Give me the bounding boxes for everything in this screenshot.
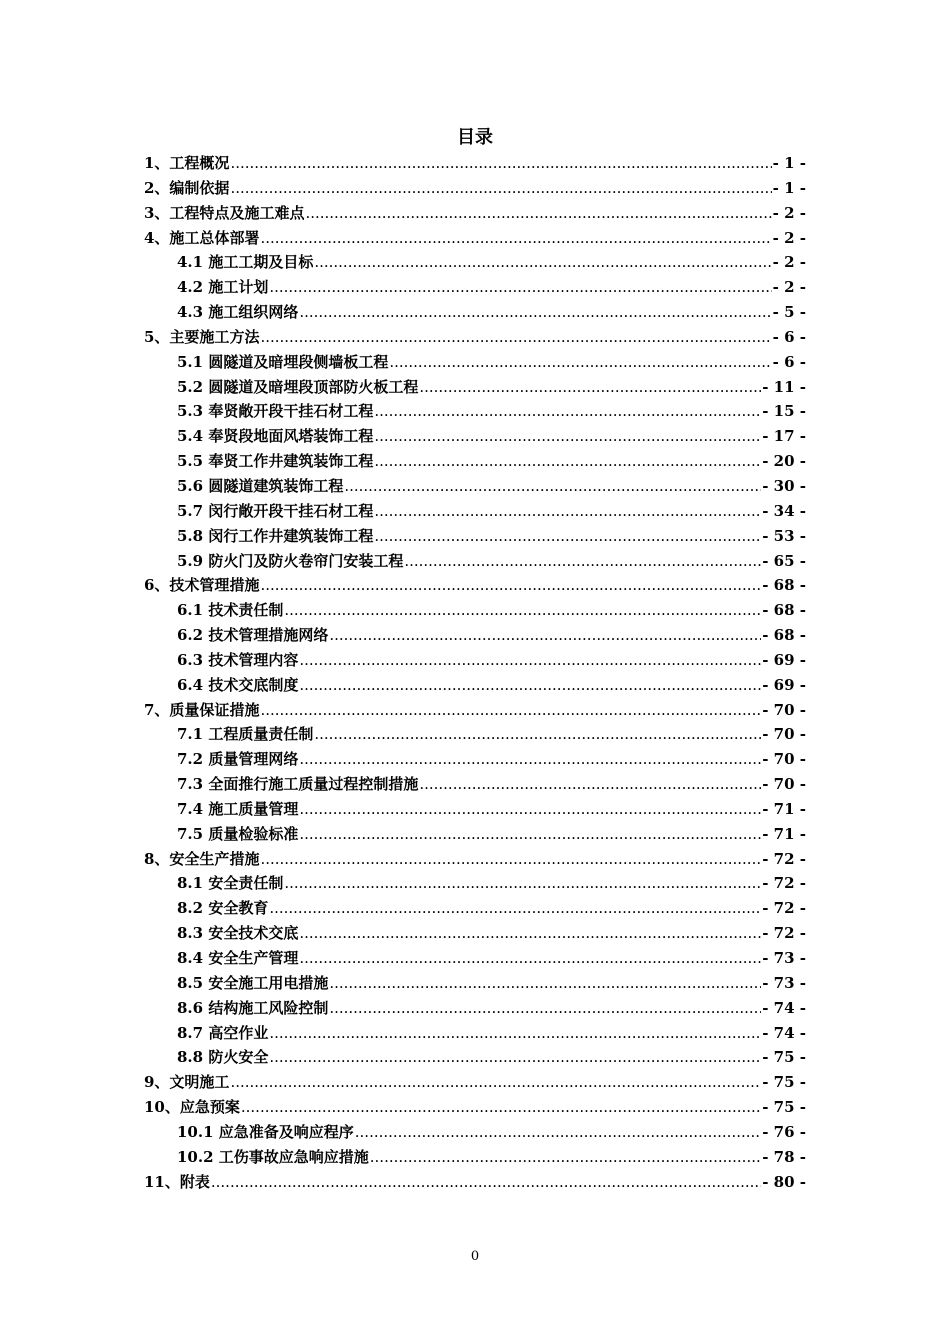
toc-entry-label: 6.4 技术交底制度 bbox=[177, 675, 299, 694]
toc-entry-page: - 17 - bbox=[762, 427, 806, 446]
toc-entry-page: - 2 - bbox=[772, 203, 806, 222]
toc-entry-page: - 1 - bbox=[772, 154, 806, 172]
toc-entry-page: - 76 - bbox=[762, 1122, 806, 1141]
toc-dot-leader bbox=[269, 275, 771, 300]
toc-entry-label: 5.5 奉贤工作井建筑装饰工程 bbox=[177, 452, 374, 471]
toc-entry-label: 6.3 技术管理内容 bbox=[177, 650, 299, 669]
toc-entry-label: 4.2 施工计划 bbox=[177, 278, 269, 297]
toc-entry-page: - 70 - bbox=[762, 775, 806, 794]
toc-entry[interactable] bbox=[144, 226, 806, 251]
toc-entry-page: - 2 - bbox=[772, 278, 806, 297]
toc-dot-leader bbox=[404, 549, 761, 574]
toc-entry[interactable] bbox=[144, 1021, 806, 1046]
toc-entry-page: - 15 - bbox=[762, 402, 806, 421]
toc-entry[interactable] bbox=[144, 424, 806, 449]
toc-entry-page: - 65 - bbox=[762, 551, 806, 570]
toc-entry-page: - 70 - bbox=[762, 725, 806, 744]
toc-entry-label: 4.1 施工工期及目标 bbox=[177, 253, 314, 272]
toc-dot-leader bbox=[230, 1070, 761, 1095]
toc-entry-page: - 75 - bbox=[762, 1073, 806, 1092]
toc-entry[interactable] bbox=[144, 772, 806, 797]
toc-dot-leader bbox=[299, 648, 761, 673]
toc-entry[interactable] bbox=[144, 499, 806, 524]
toc-entry-label: 5.2 圆隧道及暗埋段顶部防火板工程 bbox=[177, 377, 419, 396]
toc-entry-label: 11、附表 bbox=[144, 1172, 210, 1191]
toc-entry[interactable] bbox=[144, 250, 806, 275]
toc-dot-leader bbox=[260, 573, 761, 598]
toc-entry-page: - 6 - bbox=[772, 352, 806, 371]
toc-entry[interactable] bbox=[144, 399, 806, 424]
toc-dot-leader bbox=[389, 350, 771, 375]
toc-entry[interactable] bbox=[144, 946, 806, 971]
toc-dot-leader bbox=[374, 399, 761, 424]
toc-entry[interactable] bbox=[144, 896, 806, 921]
toc-entry[interactable] bbox=[144, 1095, 806, 1120]
toc-dot-leader bbox=[241, 1095, 761, 1120]
toc-entry-page: - 73 - bbox=[762, 949, 806, 967]
toc-entry[interactable] bbox=[144, 275, 806, 300]
toc-dot-leader bbox=[344, 474, 761, 499]
toc-dot-leader bbox=[269, 896, 761, 921]
toc-dot-leader bbox=[370, 1145, 761, 1170]
toc-entry[interactable] bbox=[144, 797, 806, 822]
toc-dot-leader bbox=[374, 449, 761, 474]
toc-dot-leader bbox=[305, 201, 771, 226]
toc-entry[interactable] bbox=[144, 673, 806, 698]
toc-entry[interactable] bbox=[144, 1045, 806, 1070]
toc-entry-page: - 1 - bbox=[772, 178, 806, 197]
toc-entry-label: 5.7 闵行敞开段干挂石材工程 bbox=[177, 501, 374, 520]
toc-entry-label: 2、编制依据 bbox=[144, 178, 230, 197]
toc-dot-leader bbox=[329, 623, 761, 648]
toc-entry-page: - 71 - bbox=[762, 824, 806, 843]
toc-entry[interactable] bbox=[144, 350, 806, 375]
toc-entry-page: - 70 - bbox=[762, 700, 806, 719]
toc-entry-page: - 72 - bbox=[762, 849, 806, 868]
toc-entry-label: 5、主要施工方法 bbox=[144, 327, 260, 346]
toc-entry[interactable] bbox=[144, 300, 806, 325]
toc-dot-leader bbox=[299, 673, 761, 698]
toc-dot-leader bbox=[269, 1045, 761, 1070]
toc-entry-page: - 72 - bbox=[762, 924, 806, 943]
toc-dot-leader bbox=[299, 946, 761, 971]
toc-entry-label: 1、工程概况 bbox=[144, 154, 230, 172]
toc-dot-leader bbox=[299, 747, 761, 772]
table-of-contents bbox=[144, 151, 806, 1194]
toc-entry-page: - 30 - bbox=[762, 476, 806, 495]
toc-entry[interactable] bbox=[144, 871, 806, 896]
toc-entry[interactable] bbox=[144, 598, 806, 623]
toc-entry-label: 8.2 安全教育 bbox=[177, 899, 269, 918]
toc-entry-label: 8.4 安全生产管理 bbox=[177, 949, 299, 967]
toc-entry-label: 6、技术管理措施 bbox=[144, 576, 260, 595]
page-number: 0 bbox=[470, 1249, 480, 1264]
toc-entry-page: - 75 - bbox=[762, 1048, 806, 1067]
toc-entry-label: 8.1 安全责任制 bbox=[177, 874, 284, 893]
toc-entry[interactable] bbox=[144, 722, 806, 747]
toc-entry-page: - 74 - bbox=[762, 998, 806, 1017]
toc-dot-leader bbox=[230, 151, 771, 176]
toc-dot-leader bbox=[299, 797, 761, 822]
toc-dot-leader bbox=[419, 375, 761, 400]
toc-entry-label: 7.3 全面推行施工质量过程控制措施 bbox=[177, 775, 419, 794]
toc-dot-leader bbox=[230, 176, 771, 201]
toc-entry[interactable] bbox=[144, 524, 806, 549]
toc-entry[interactable] bbox=[144, 176, 806, 201]
toc-entry-label: 8.8 防火安全 bbox=[177, 1048, 269, 1067]
toc-entry-label: 3、工程特点及施工难点 bbox=[144, 203, 305, 222]
toc-entry-label: 7、质量保证措施 bbox=[144, 700, 260, 719]
toc-entry-label: 5.8 闵行工作井建筑装饰工程 bbox=[177, 526, 374, 545]
toc-entry-page: - 11 - bbox=[762, 377, 806, 396]
toc-entry-label: 8.6 结构施工风险控制 bbox=[177, 998, 329, 1017]
toc-entry-page: - 78 - bbox=[762, 1147, 806, 1166]
toc-entry-page: - 75 - bbox=[762, 1098, 806, 1117]
toc-entry-label: 5.3 奉贤敞开段干挂石材工程 bbox=[177, 402, 374, 421]
toc-entry-page: - 68 - bbox=[762, 601, 806, 620]
toc-dot-leader bbox=[314, 722, 761, 747]
toc-entry[interactable] bbox=[144, 822, 806, 847]
toc-entry-page: - 69 - bbox=[762, 675, 806, 694]
toc-entry-label: 10.2 工伤事故应急响应措施 bbox=[177, 1147, 369, 1166]
toc-dot-leader bbox=[355, 1120, 761, 1145]
toc-entry[interactable] bbox=[144, 698, 806, 723]
toc-entry-label: 8、安全生产措施 bbox=[144, 849, 260, 868]
toc-entry-label: 10、应急预案 bbox=[144, 1098, 240, 1117]
toc-entry-label: 6.2 技术管理措施网络 bbox=[177, 626, 329, 645]
toc-entry-page: - 72 - bbox=[762, 899, 806, 918]
toc-entry[interactable] bbox=[144, 648, 806, 673]
toc-entry[interactable] bbox=[144, 847, 806, 872]
toc-entry-label: 5.1 圆隧道及暗埋段侧墙板工程 bbox=[177, 352, 389, 371]
toc-entry-page: - 2 - bbox=[772, 253, 806, 272]
toc-entry[interactable] bbox=[144, 474, 806, 499]
toc-dot-leader bbox=[260, 226, 771, 251]
toc-entry-page: - 53 - bbox=[762, 526, 806, 545]
toc-entry-label: 8.3 安全技术交底 bbox=[177, 924, 299, 943]
toc-entry[interactable] bbox=[144, 1120, 806, 1145]
toc-entry-label: 6.1 技术责任制 bbox=[177, 601, 284, 620]
toc-entry-page: - 73 - bbox=[762, 973, 806, 992]
toc-entry[interactable] bbox=[144, 921, 806, 946]
toc-entry-page: - 2 - bbox=[772, 228, 806, 247]
toc-entry[interactable] bbox=[144, 1170, 806, 1195]
toc-entry-label: 4.3 施工组织网络 bbox=[177, 303, 299, 322]
toc-dot-leader bbox=[299, 822, 761, 847]
toc-dot-leader bbox=[260, 325, 771, 350]
toc-entry-page: - 5 - bbox=[772, 303, 806, 322]
toc-entry-label: 5.9 防火门及防火卷帘门安装工程 bbox=[177, 551, 404, 570]
toc-entry[interactable] bbox=[144, 1070, 806, 1095]
toc-dot-leader bbox=[284, 871, 761, 896]
toc-dot-leader bbox=[260, 847, 761, 872]
toc-title: 目录 bbox=[457, 127, 493, 148]
toc-entry-label: 4、施工总体部署 bbox=[144, 228, 260, 247]
toc-entry-label: 9、文明施工 bbox=[144, 1073, 230, 1092]
toc-dot-leader bbox=[374, 424, 761, 449]
toc-entry-page: - 34 - bbox=[762, 501, 806, 520]
toc-entry-page: - 20 - bbox=[762, 452, 806, 471]
toc-entry[interactable] bbox=[144, 573, 806, 598]
toc-dot-leader bbox=[260, 698, 761, 723]
toc-entry-page: - 69 - bbox=[762, 650, 806, 669]
toc-entry[interactable] bbox=[144, 1145, 806, 1170]
toc-dot-leader bbox=[299, 921, 761, 946]
toc-entry-label: 7.2 质量管理网络 bbox=[177, 750, 299, 769]
toc-entry-page: - 80 - bbox=[762, 1172, 806, 1191]
toc-entry-label: 7.5 质量检验标准 bbox=[177, 824, 299, 843]
toc-entry-page: - 71 - bbox=[762, 799, 806, 818]
toc-entry-page: - 72 - bbox=[762, 874, 806, 893]
toc-entry[interactable] bbox=[144, 325, 806, 350]
toc-entry-label: 8.7 高空作业 bbox=[177, 1023, 269, 1042]
toc-dot-leader bbox=[374, 524, 761, 549]
toc-entry[interactable] bbox=[144, 201, 806, 226]
toc-dot-leader bbox=[269, 1021, 761, 1046]
toc-dot-leader bbox=[329, 996, 761, 1021]
toc-entry[interactable] bbox=[144, 971, 806, 996]
toc-dot-leader bbox=[419, 772, 761, 797]
toc-entry[interactable] bbox=[144, 996, 806, 1021]
toc-entry[interactable] bbox=[144, 449, 806, 474]
toc-dot-leader bbox=[299, 300, 771, 325]
toc-entry-page: - 68 - bbox=[762, 576, 806, 595]
toc-entry-page: - 74 - bbox=[762, 1023, 806, 1042]
toc-dot-leader bbox=[211, 1170, 761, 1195]
toc-entry-page: - 6 - bbox=[772, 327, 806, 346]
toc-dot-leader bbox=[329, 971, 761, 996]
toc-entry-label: 7.1 工程质量责任制 bbox=[177, 725, 314, 744]
toc-entry-label: 10.1 应急准备及响应程序 bbox=[177, 1122, 354, 1141]
toc-entry-label: 8.5 安全施工用电措施 bbox=[177, 973, 329, 992]
toc-dot-leader bbox=[314, 250, 771, 275]
toc-entry[interactable] bbox=[144, 151, 806, 176]
toc-entry[interactable] bbox=[144, 375, 806, 400]
toc-entry-label: 5.4 奉贤段地面风塔装饰工程 bbox=[177, 427, 374, 446]
toc-entry-label: 7.4 施工质量管理 bbox=[177, 799, 299, 818]
toc-dot-leader bbox=[374, 499, 761, 524]
toc-dot-leader bbox=[284, 598, 761, 623]
toc-entry-page: - 70 - bbox=[762, 750, 806, 769]
toc-entry[interactable] bbox=[144, 623, 806, 648]
toc-entry-label: 5.6 圆隧道建筑装饰工程 bbox=[177, 476, 344, 495]
toc-entry[interactable] bbox=[144, 747, 806, 772]
toc-entry-page: - 68 - bbox=[762, 626, 806, 645]
toc-entry[interactable] bbox=[144, 549, 806, 574]
